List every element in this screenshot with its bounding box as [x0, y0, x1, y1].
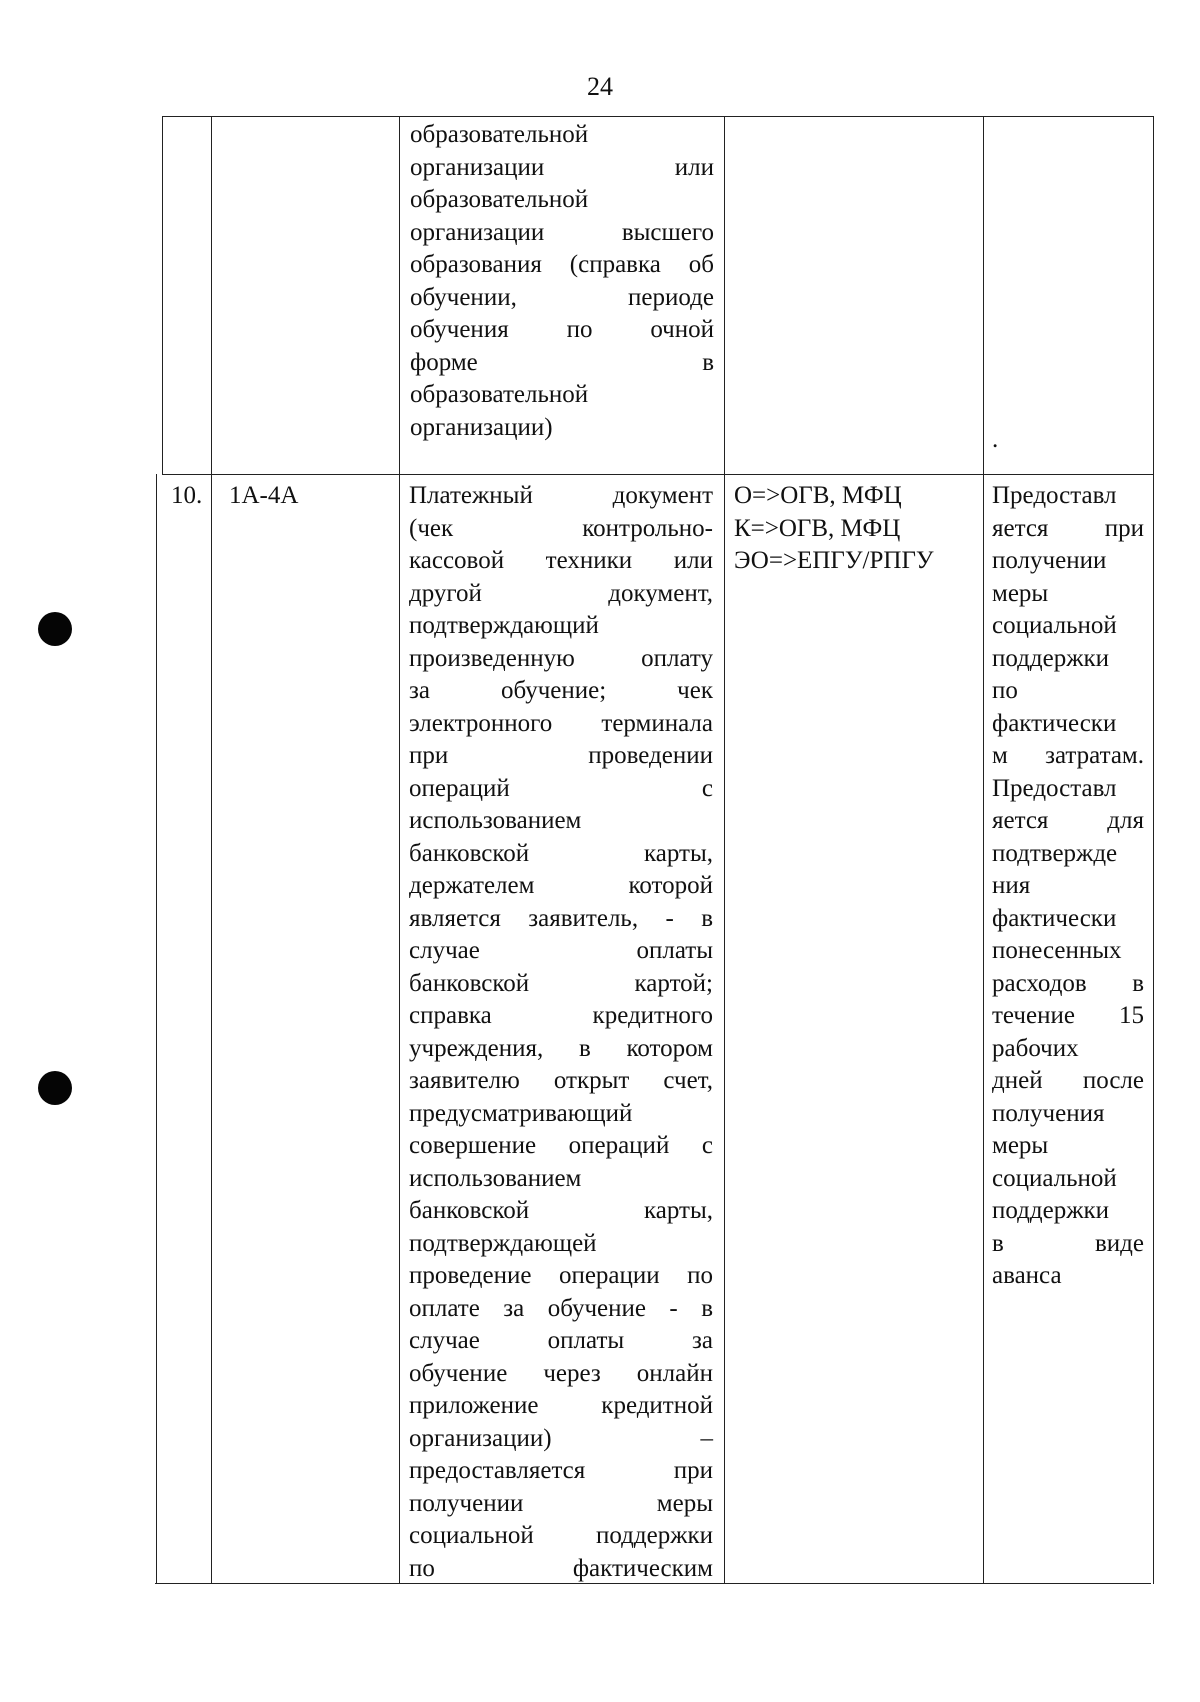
text-line — [409, 1163, 713, 1196]
word: в — [701, 904, 713, 932]
word: за — [503, 1294, 525, 1322]
word: банковской — [409, 839, 530, 867]
text-line — [992, 545, 1144, 578]
word: обучение — [547, 1294, 646, 1322]
word: за — [409, 677, 430, 704]
row2-notes-cell — [992, 480, 1144, 1293]
word: банковской — [409, 969, 530, 997]
text-line — [992, 1228, 1144, 1261]
page-number: 24 — [587, 72, 613, 101]
text-line — [992, 870, 1144, 903]
table-top-border — [162, 116, 1153, 117]
row-divider — [162, 474, 1153, 475]
word: заявителю — [409, 1067, 520, 1094]
text-line — [410, 347, 714, 380]
text-line — [409, 1488, 713, 1521]
text-line — [409, 1553, 713, 1586]
word: организации — [410, 218, 545, 246]
text-line — [409, 838, 713, 871]
text-line — [410, 412, 714, 445]
text-line — [409, 513, 713, 546]
word: котором — [626, 1034, 713, 1062]
word: ЭО=>ЕПГУ/РПГУ — [734, 547, 934, 574]
text-line — [992, 773, 1144, 806]
word: в — [702, 348, 714, 376]
text-line — [410, 152, 714, 185]
word: яется — [992, 807, 1049, 834]
word: операции — [558, 1262, 660, 1289]
text-line — [409, 1293, 713, 1326]
word: использованием — [409, 807, 582, 834]
word: или — [674, 153, 714, 181]
word: 15 — [1119, 1002, 1144, 1029]
word: по — [409, 1554, 435, 1582]
word: контрольно- — [582, 514, 713, 542]
row2-document-cell — [409, 480, 713, 1585]
text-line — [409, 870, 713, 903]
text-line — [992, 1098, 1144, 1131]
word: (справка — [569, 251, 661, 278]
text-line — [992, 1260, 1144, 1293]
text-line — [409, 1520, 713, 1553]
word: заявитель, — [528, 904, 639, 932]
word: обучение; — [500, 677, 607, 704]
word: после — [1082, 1067, 1144, 1094]
text-line — [992, 578, 1144, 611]
word: операций — [409, 774, 510, 802]
word: образовательной — [410, 381, 589, 408]
text-line — [992, 675, 1144, 708]
word: виде — [1095, 1229, 1144, 1257]
text-line — [409, 610, 713, 643]
word: кассовой — [409, 547, 505, 574]
word: является — [409, 904, 501, 932]
table-right-border — [1153, 116, 1154, 1584]
word: другой — [409, 579, 482, 607]
word: яется — [992, 514, 1049, 542]
col-divider-submission-notes — [983, 116, 984, 1584]
word: высшего — [621, 218, 714, 246]
word: по — [687, 1262, 713, 1289]
text-line — [409, 1098, 713, 1131]
word: . — [992, 426, 999, 453]
word: форме — [410, 348, 478, 376]
word: при — [409, 742, 449, 769]
word: - — [669, 1294, 678, 1322]
word: использованием — [409, 1164, 582, 1192]
text-line — [734, 480, 974, 513]
text-line — [992, 1065, 1144, 1098]
word: (чек — [409, 514, 454, 542]
text-line — [409, 1000, 713, 1033]
word: по — [566, 316, 593, 343]
text-line — [409, 773, 713, 806]
word: затратам. — [1045, 742, 1144, 769]
text-line — [409, 740, 713, 773]
word: при — [1104, 514, 1144, 542]
word: социальной — [992, 1164, 1117, 1192]
text-line — [409, 1228, 713, 1261]
word: учреждения, — [409, 1034, 544, 1062]
col-divider-num-code — [211, 116, 212, 1584]
text-line — [992, 1000, 1144, 1033]
word: м — [992, 742, 1008, 769]
word: Предоставл — [992, 482, 1117, 509]
text-line — [992, 903, 1144, 936]
text-line — [409, 968, 713, 1001]
word: справка — [409, 1002, 492, 1029]
row1-notes-cell — [992, 424, 1142, 457]
word: подтвержде — [992, 839, 1118, 867]
word: образования — [410, 251, 542, 278]
word: оплаты — [636, 937, 713, 964]
word: получении — [992, 547, 1107, 574]
text-line — [992, 1130, 1144, 1163]
word: в — [992, 1229, 1004, 1257]
text-line — [409, 480, 713, 513]
word: с — [701, 774, 713, 802]
text-line — [409, 805, 713, 838]
word: счет, — [663, 1067, 713, 1094]
word: организации — [410, 153, 545, 181]
word: держателем — [409, 872, 535, 899]
word: социальной — [992, 612, 1117, 639]
word: меры — [992, 579, 1049, 607]
col-divider-code-document — [399, 116, 400, 1584]
word: карты, — [643, 1197, 713, 1224]
text-line — [409, 1065, 713, 1098]
text-line — [409, 1130, 713, 1163]
text-line — [992, 513, 1144, 546]
word: подтверждающей — [409, 1229, 597, 1257]
text-line — [992, 424, 1142, 457]
word: документ — [612, 482, 713, 509]
word: Предоставл — [992, 774, 1117, 802]
text-line — [992, 740, 1144, 773]
text-line — [992, 1163, 1144, 1196]
text-line — [409, 708, 713, 741]
word: карты, — [643, 839, 713, 867]
word: случае — [409, 937, 480, 964]
word: очной — [650, 316, 714, 343]
word: документ, — [608, 579, 713, 607]
word: по — [992, 677, 1018, 704]
text-line — [992, 935, 1144, 968]
text-line — [992, 610, 1144, 643]
text-line — [992, 968, 1144, 1001]
word: чек — [677, 677, 713, 704]
word: обучения — [410, 316, 509, 343]
text-line — [734, 545, 974, 578]
text-line — [409, 1390, 713, 1423]
word: подтверждающий — [409, 612, 599, 639]
row2-code-cell: 1А-4А — [229, 482, 299, 509]
word: Платежный — [409, 482, 533, 509]
word: проведении — [588, 742, 713, 769]
word: рабочих — [992, 1034, 1079, 1062]
word: организации) — [409, 1424, 552, 1452]
word: получении — [409, 1489, 524, 1517]
word: об — [688, 251, 714, 278]
word: случае — [409, 1327, 480, 1354]
text-line — [410, 379, 714, 412]
text-line — [409, 903, 713, 936]
text-line — [992, 708, 1144, 741]
word: в — [701, 1294, 713, 1322]
word: социальной — [409, 1522, 534, 1549]
word: обучение — [409, 1359, 508, 1387]
text-line — [410, 119, 714, 152]
word: с — [701, 1132, 713, 1159]
word: при — [673, 1457, 713, 1484]
text-line — [409, 1358, 713, 1391]
word: - — [665, 904, 674, 932]
text-line — [992, 838, 1144, 871]
word: предоставляется — [409, 1457, 586, 1484]
word: через — [543, 1359, 601, 1387]
word: дней — [992, 1067, 1043, 1094]
word: получения — [992, 1099, 1105, 1127]
text-line — [409, 675, 713, 708]
word: К=>ОГВ, МФЦ — [734, 514, 901, 542]
word: проведение — [409, 1262, 532, 1289]
word: картой; — [634, 969, 713, 997]
text-line — [409, 1325, 713, 1358]
word: в — [578, 1034, 591, 1062]
word: аванса — [992, 1262, 1062, 1289]
word: поддержки — [992, 1197, 1109, 1224]
text-line — [409, 1455, 713, 1488]
word: меры — [992, 1132, 1049, 1159]
text-line — [409, 1033, 713, 1066]
word: которой — [628, 872, 713, 899]
word: или — [673, 547, 713, 574]
word: произведенную — [409, 644, 575, 672]
word: поддержки — [596, 1522, 713, 1549]
row2-number-cell: 10. — [171, 482, 203, 509]
text-line — [992, 1033, 1144, 1066]
text-line — [992, 643, 1144, 676]
word: операций — [568, 1132, 670, 1159]
text-line — [409, 643, 713, 676]
word: в — [1132, 969, 1144, 997]
punch-hole-bottom — [38, 1071, 72, 1105]
text-line — [409, 1423, 713, 1456]
word: кредитной — [601, 1392, 713, 1419]
word: организации) — [410, 413, 553, 441]
text-line — [409, 545, 713, 578]
col-divider-document-submission — [724, 116, 725, 1584]
word: открыт — [553, 1067, 630, 1094]
text-line — [734, 513, 974, 546]
word: терминала — [601, 709, 713, 737]
word: меры — [656, 1489, 713, 1517]
table-left-border — [162, 116, 163, 475]
text-line — [992, 480, 1144, 513]
word: образовательной — [410, 186, 589, 213]
word: предусматривающий — [409, 1099, 633, 1127]
row2-submission-cell — [734, 480, 974, 578]
word: фактически — [992, 709, 1117, 737]
word: образовательной — [410, 121, 589, 148]
text-line — [992, 1195, 1144, 1228]
word: ния — [992, 872, 1031, 899]
text-line — [410, 184, 714, 217]
row1-document-cell — [410, 119, 714, 444]
word: для — [1107, 807, 1144, 834]
word: оплаты — [547, 1327, 625, 1354]
text-line — [992, 805, 1144, 838]
word: кредитного — [592, 1002, 713, 1029]
word: О=>ОГВ, МФЦ — [734, 482, 902, 509]
table-left-border-lower — [156, 474, 157, 1584]
word: онлайн — [636, 1359, 713, 1387]
word: обучении, — [410, 283, 517, 311]
text-line — [410, 314, 714, 347]
word: – — [700, 1424, 713, 1452]
word: расходов — [992, 969, 1087, 997]
word: поддержки — [992, 644, 1109, 672]
text-line — [409, 1260, 713, 1293]
word: фактическим — [572, 1554, 713, 1582]
text-line — [409, 578, 713, 611]
text-line — [410, 282, 714, 315]
word: оплате — [409, 1294, 480, 1322]
word: приложение — [409, 1392, 539, 1419]
word: течение — [992, 1002, 1075, 1029]
word: фактически — [992, 904, 1117, 932]
text-line — [410, 249, 714, 282]
word: техники — [545, 547, 633, 574]
text-line — [410, 217, 714, 250]
word: за — [692, 1327, 713, 1354]
punch-hole-top — [38, 612, 72, 646]
text-line — [409, 935, 713, 968]
word: электронного — [409, 709, 553, 737]
text-line — [409, 1195, 713, 1228]
word: понесенных — [992, 937, 1122, 964]
word: оплату — [641, 644, 713, 672]
word: банковской — [409, 1197, 530, 1224]
word: совершение — [409, 1132, 537, 1159]
word: периоде — [628, 283, 714, 311]
